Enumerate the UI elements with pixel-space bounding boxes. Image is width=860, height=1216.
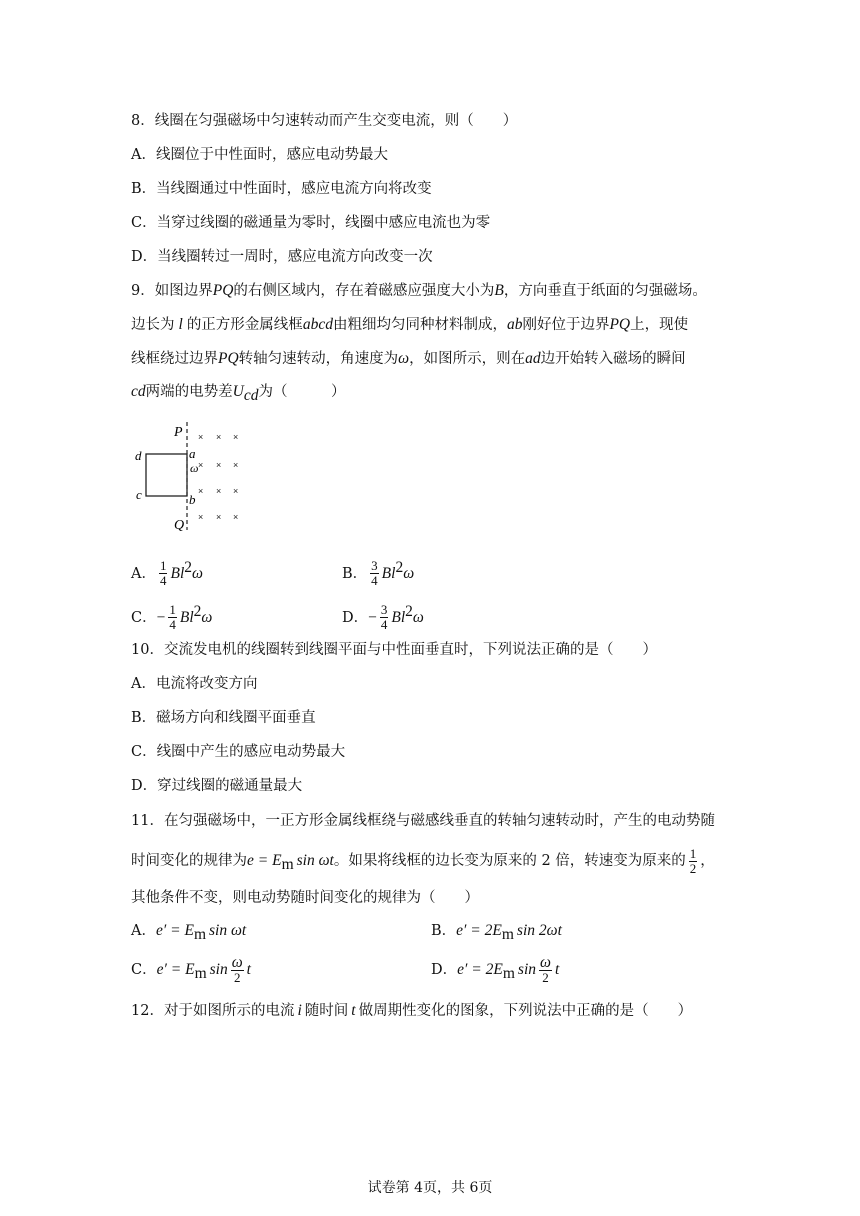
q10-option-c: C．线圈中产生的感应电动势最大 (131, 744, 346, 760)
fig-label-p: P (174, 425, 183, 440)
svg-text:×: × (216, 486, 222, 496)
q9-option-a: A． $\frac{1}{4}$ Bl$^2$ω (131, 558, 203, 589)
q9-stem-line2: 边长为 l 的正方形金属线框abcd由粗细均匀同种材料制成，ab刚好位于边界PQ上，现使 (131, 316, 689, 333)
q8-option-b: B．当线圈通过中性面时，感应电流方向将改变 (131, 181, 432, 197)
svg-text:×: × (233, 460, 239, 470)
fig-label-a: a (189, 446, 196, 461)
q10-option-a: A．电流将改变方向 (131, 676, 258, 692)
q8-option-d: D．当线圈转过一周时，感应电流方向改变一次 (131, 249, 433, 265)
svg-text:×: × (216, 460, 222, 470)
svg-text:×: × (216, 432, 222, 442)
q8-option-c: C．当穿过线圈的磁通量为零时，线圈中感应电流也为零 (131, 215, 491, 231)
svg-text:×: × (198, 486, 204, 496)
svg-text:×: × (198, 460, 204, 470)
q10-option-b: B．磁场方向和线圈平面垂直 (131, 710, 316, 726)
q11-stem-line2: 时间变化的规律为$e = E_m$ sin ωt。如果将线框的边长变为原来的 2 倍，转速变为原来的 $\frac{1}{2}$ ， (131, 845, 715, 876)
q10-stem: 10．交流发电机的线圈转到线圈平面与中性面垂直时，下列说法正确的是（ ） (131, 642, 657, 658)
q9-option-c: C．− $\frac{1}{4}$ Bl$^2$ω (131, 602, 213, 633)
q9-stem-line3: 线框绕过边界PQ转轴匀速转动，角速度为ω，如图所示，则在ad边开始转入磁场的瞬间 (131, 350, 686, 367)
q10-option-d: D．穿过线圈的磁通量最大 (131, 778, 303, 794)
fig-label-q: Q (174, 518, 185, 533)
q9-figure (126, 418, 256, 533)
square-frame (146, 454, 187, 496)
q8-option-a: A．线圈位于中性面时，感应电动势最大 (131, 147, 388, 163)
q11-option-a: A．$e' = E_m$ sin ωt (131, 922, 247, 943)
svg-text:×: × (233, 432, 239, 442)
fig-label-omega: ω (190, 461, 199, 475)
q9-stem-line1: 9．如图边界PQ的右侧区域内，存在着磁感应强度大小为B，方向垂直于纸面的匀强磁场。 (131, 282, 707, 299)
svg-text:×: × (233, 512, 239, 522)
svg-text:×: × (198, 512, 204, 522)
q11-option-d: D．$e' = 2E_m$ sin $\frac{\omega}{2}$ t (431, 953, 560, 985)
q11-stem-line3: 其他条件不变，则电动势随时间变化的规律为（ ） (131, 890, 479, 906)
fig-label-c: c (136, 487, 142, 502)
q9-option-b: B． $\frac{3}{4}$ Bl$^2$ω (342, 558, 415, 589)
q11-stem-line1: 11．在匀强磁场中，一正方形金属线框绕与磁感线垂直的转轴匀速转动时，产生的电动势随 (131, 813, 715, 829)
q11-option-c: C．$e' = E_m$ sin $\frac{\omega}{2}$ t (131, 953, 251, 985)
field-crosses (198, 432, 238, 522)
q12-stem: 12．对于如图所示的电流 i 随时间 t 做周期性变化的图象，下列说法中正确的是（ ） (131, 1002, 693, 1019)
fig-label-d: d (135, 448, 142, 463)
svg-text:×: × (216, 512, 222, 522)
page-footer: 试卷第 4页，共 6页 (367, 1180, 493, 1196)
fig-label-b: b (189, 492, 196, 507)
q9-option-d: D．− $\frac{3}{4}$ Bl$^2$ω (342, 602, 424, 633)
q9-stem-line4: cd两端的电势差$U_{cd}$为（ ） (131, 383, 346, 404)
q11-option-b: B．$e' = 2E_m$ sin 2ωt (431, 922, 562, 943)
svg-text:×: × (198, 432, 204, 442)
svg-text:×: × (233, 486, 239, 496)
q8-stem: 8．线圈在匀强磁场中匀速转动而产生交变电流，则（ ） (131, 113, 518, 129)
